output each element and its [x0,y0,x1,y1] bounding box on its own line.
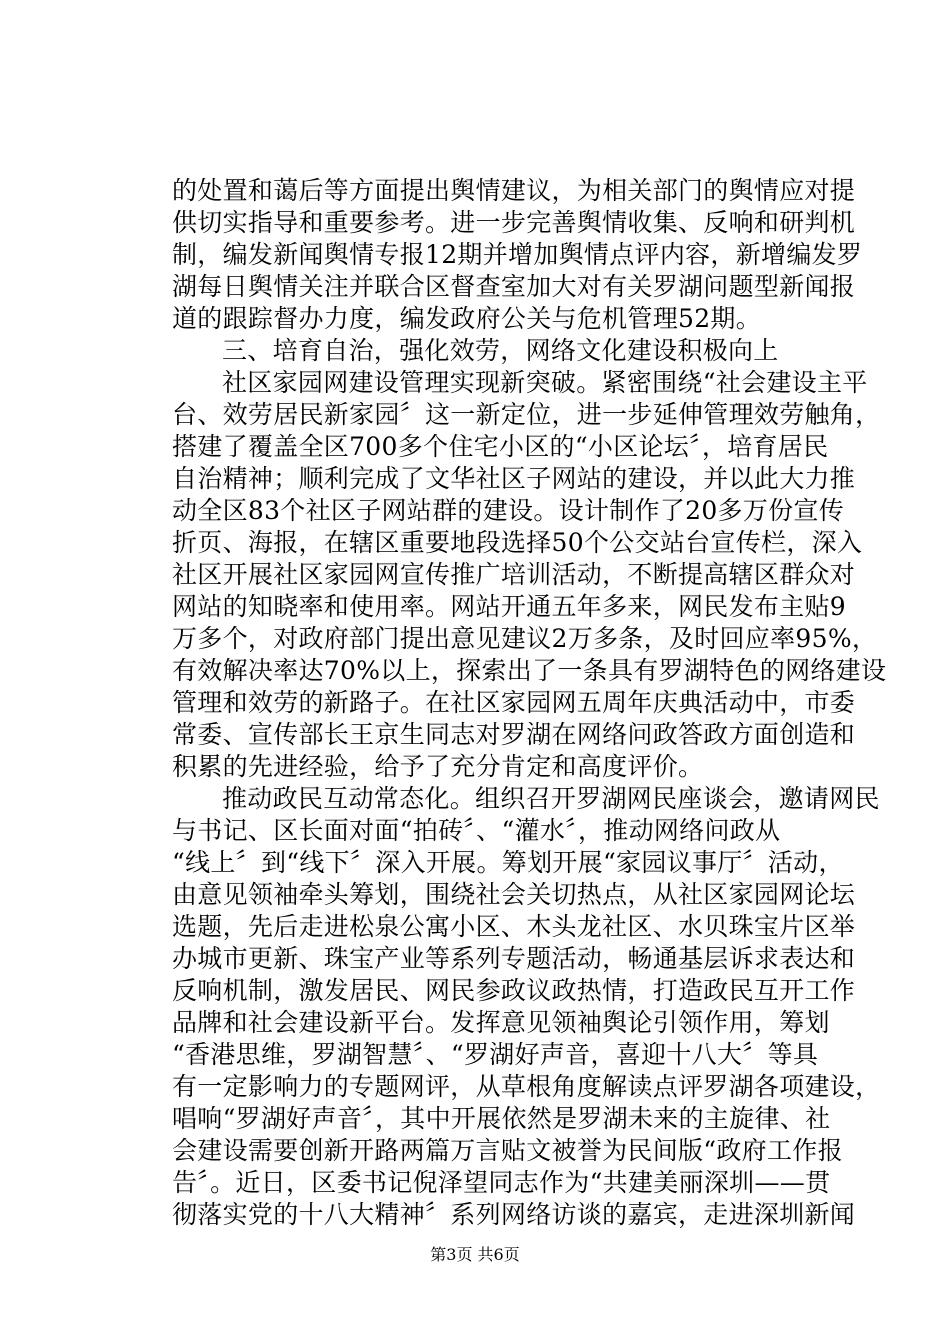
text-line: 供切实指导和重要参考。进一步完善舆情收集、反响和研判机 [172,208,856,237]
text-line: 搭建了覆盖全区700多个住宅小区的“小区论坛〞，培育居民 [172,432,829,461]
text-line: 彻落实党的十八大精神〞系列网络访谈的嘉宾，走进深圳新闻 [172,1200,856,1229]
text-line: 道的跟踪督办力度，编发政府公关与危机管理52期。 [172,304,762,333]
text-line: 社区开展社区家园网宣传推广培训活动，不断提高辖区群众对 [172,560,856,589]
text-line: “香港思维，罗湖智慧〞、“罗湖好声音，喜迎十八大〞等具 [172,1040,819,1069]
text-line: 反响机制，激发居民、网民参政议政热情，打造政民互开工作 [172,976,856,1005]
text-line: 有一定影响力的专题网评，从草根角度解读点评罗湖各项建设， [172,1072,881,1101]
text-line: 由意见领袖牵头筹划，围绕社会关切热点，从社区家园网论坛 [172,880,856,909]
text-line: 管理和效劳的新路子。在社区家园网五周年庆典活动中，市委 [172,688,856,717]
text-line: 折页、海报，在辖区重要地段选择50个公交站台宣传栏，深入 [172,528,863,557]
text-line: 常委、宣传部长王京生同志对罗湖在网络问政答政方面创造和 [172,720,856,749]
paragraph-start-line: 社区家园网建设管理实现新突破。紧密围绕“社会建设主平 [222,368,868,397]
text-line: 与书记、区长面对面“拍砖〞、“灌水〞，推动网络问政从 [172,816,781,845]
text-line: 有效解决率达70%以上，探索出了一条具有罗湖特色的网络建设 [172,656,887,685]
text-line: 办城市更新、珠宝产业等系列专题活动，畅通基层诉求表达和 [172,944,856,973]
text-line: “线上〞到“线下〞深入开展。筹划开展“家园议事厅〞活动， [172,848,844,877]
paragraph-start-line: 推动政民互动常态化。组织召开罗湖网民座谈会，邀请网民 [222,784,880,813]
text-line: 自治精神；顺利完成了文华社区子网站的建设，并以此大力推 [172,464,856,493]
text-line: 的处置和蔼后等方面提出舆情建议，为相关部门的舆情应对提 [172,176,856,205]
text-line: 动全区83个社区子网站群的建设。设计制作了20多万份宣传 [172,496,845,525]
text-line: 唱响“罗湖好声音〞，其中开展依然是罗湖未来的主旋律、社 [172,1104,831,1133]
section-heading: 三、培育自治，强化效劳，网络文化建设积极向上 [222,336,779,365]
text-line: 湖每日舆情关注并联合区督查室加大对有关罗湖问题型新闻报 [172,272,856,301]
page-number-footer: 第3页 共6页 [430,1245,520,1264]
text-line: 网站的知晓率和使用率。网站开通五年多来，网民发布主贴9 [172,592,847,621]
text-line: 积累的先进经验，给予了充分肯定和高度评价。 [172,752,704,781]
text-line: 会建设需要创新开路两篇万言贴文被誉为民间版“政府工作报 [172,1136,843,1165]
text-line: 台、效劳居民新家园〞这一新定位，进一步延伸管理效劳触角， [172,400,881,429]
text-line: 选题，先后走进松泉公寓小区、木头龙社区、水贝珠宝片区举 [172,912,856,941]
text-line: 制，编发新闻舆情专报12期并增加舆情点评内容，新增编发罗 [172,240,863,269]
text-line: 告〞。近日，区委书记倪泽望同志作为“共建美丽深圳——贯 [172,1168,831,1197]
text-line: 品牌和社会建设新平台。发挥意见领袖舆论引领作用，筹划 [172,1008,830,1037]
text-line: 万多个，对政府部门提出意见建议2万多条，及时回应率95%， [172,624,878,653]
